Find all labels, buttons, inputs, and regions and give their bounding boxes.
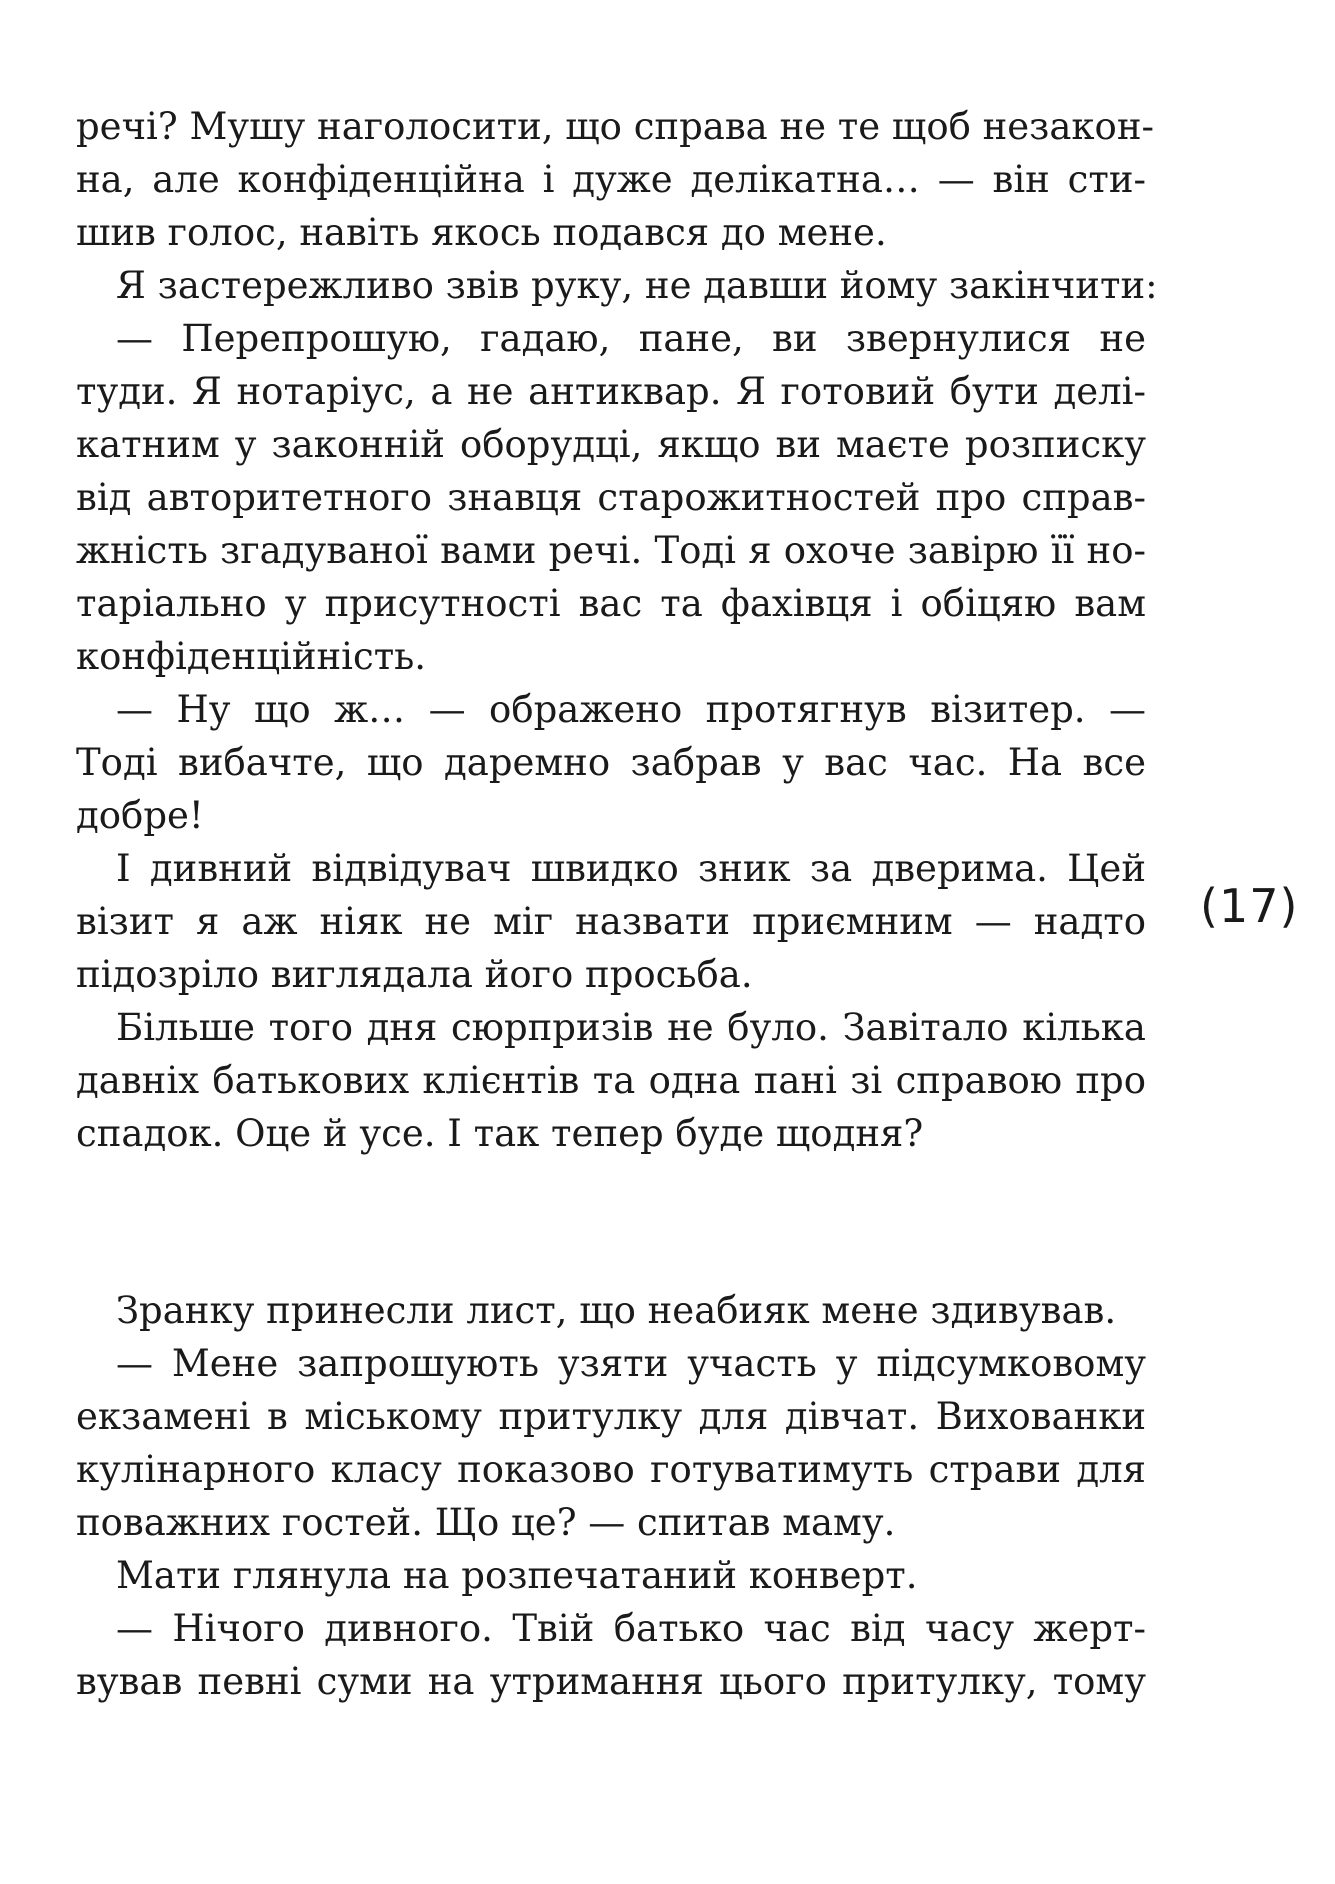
text-line: Тоді вибачте, що даремно забрав у вас час. На все bbox=[76, 741, 1146, 784]
text-line: кулінарного класу показово готуватимуть страви для bbox=[76, 1448, 1146, 1491]
text-line: давніх батькових клієнтів та одна пані зі справою про bbox=[76, 1059, 1146, 1102]
paragraph bbox=[76, 1284, 1146, 1337]
paragraph bbox=[76, 312, 1146, 683]
text-line: катним у законній оборудці, якщо ви маєте розписку bbox=[76, 423, 1146, 466]
paragraph bbox=[76, 259, 1158, 312]
text-line: — Ну що ж… — ображено протягнув візитер. — bbox=[116, 688, 1146, 731]
text-line: конфіденційність. bbox=[76, 635, 427, 678]
text-section-top bbox=[76, 100, 1158, 1160]
text-line: Я застережливо звів руку, не давши йому закінчити: bbox=[116, 264, 1158, 307]
text-line: І дивний відвідувач швидко зник за дверима. Цей bbox=[116, 847, 1146, 890]
text-line: добре! bbox=[76, 794, 204, 837]
text-line: екзамені в міському притулку для дівчат. Вихованки bbox=[76, 1395, 1146, 1438]
text-line: візит я аж ніяк не міг назвати приємним — надто bbox=[76, 900, 1146, 943]
text-line: речі? Мушу наголосити, що справа не те щоб незакон- bbox=[76, 105, 1154, 148]
paragraph bbox=[76, 683, 1146, 842]
text-line: — Перепрошую, гадаю, пане, ви звернулися не bbox=[116, 317, 1146, 360]
paragraph bbox=[76, 1001, 1146, 1160]
page-body bbox=[76, 100, 1158, 1708]
text-line: Зранку принесли лист, що неабияк мене здивував. bbox=[116, 1289, 1117, 1332]
text-line: — Нічого дивного. Твій батько час від часу жерт- bbox=[116, 1607, 1146, 1650]
text-line: поважних гостей. Що це? — спитав маму. bbox=[76, 1501, 896, 1544]
text-line: на, але конфіденційна і дуже делікатна… — він сти- bbox=[76, 158, 1146, 201]
text-line: спадок. Оце й усе. І так тепер буде щодня? bbox=[76, 1112, 924, 1155]
paragraph bbox=[76, 1602, 1146, 1708]
paragraph bbox=[76, 1337, 1146, 1549]
text-line: вував певні суми на утримання цього притулку, тому bbox=[76, 1660, 1146, 1703]
page-number: (17) bbox=[1200, 879, 1299, 933]
text-line: від авторитетного знавця старожитностей про справ- bbox=[76, 476, 1146, 519]
text-line: підозріло виглядала його просьба. bbox=[76, 953, 753, 996]
text-line: жність згадуваної вами речі. Тоді я охоче завірю її но- bbox=[76, 529, 1146, 572]
text-line: таріально у присутності вас та фахівця і обіцяю вам bbox=[76, 582, 1146, 625]
text-line: Більше того дня сюрпризів не було. Завітало кілька bbox=[116, 1006, 1146, 1049]
text-line: — Мене запрошують узяти участь у підсумковому bbox=[116, 1342, 1146, 1385]
text-section-bottom bbox=[76, 1284, 1146, 1708]
text-line: туди. Я нотаріус, а не антиквар. Я готовий бути делі- bbox=[76, 370, 1146, 413]
text-line: Мати глянула на розпечатаний конверт. bbox=[116, 1554, 918, 1597]
paragraph bbox=[76, 1549, 1146, 1602]
section-break bbox=[76, 1160, 1146, 1284]
paragraph bbox=[76, 100, 1154, 259]
text-line: шив голос, навіть якось подався до мене. bbox=[76, 211, 887, 254]
paragraph bbox=[76, 842, 1146, 1001]
